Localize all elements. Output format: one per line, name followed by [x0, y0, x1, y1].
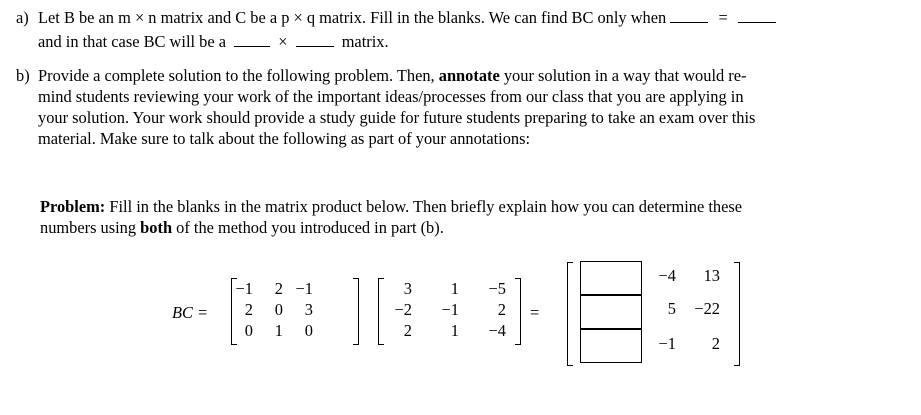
matrix2-entry-r3-c2: 1 [450, 321, 459, 340]
annotate-bold: annotate [438, 66, 500, 85]
result-entry-r1-c2: −4 [658, 266, 676, 285]
problem-line-2 [40, 218, 444, 238]
matrix2-entry-r1-c2: 1 [450, 279, 459, 298]
matrix1-entry-r2-c2: 0 [274, 300, 283, 319]
lhs-bc: BC = [172, 303, 209, 322]
matrix1-entry-r2-c1: 2 [244, 300, 253, 319]
matrix2-entry-r2-c1: −2 [394, 300, 412, 319]
part-a-text-3: matrix. [341, 32, 389, 51]
problem-text-2a: numbers using [40, 218, 141, 237]
result-right-bracket [734, 262, 740, 366]
result-left-bracket [567, 262, 573, 366]
part-a-line-2 [38, 32, 389, 52]
answer-box-row-2[interactable] [580, 295, 642, 329]
matrix1-entry-r1-c1: −1 [235, 279, 253, 298]
matrix1-entry-r1-c3: −1 [295, 279, 313, 298]
part-b-text-1b: your solution in a way that would re- [499, 66, 747, 85]
result-entry-r1-c3: 13 [703, 266, 720, 285]
matrix1-entry-r2-c3: 3 [304, 300, 313, 319]
matrix1-right-bracket [353, 278, 359, 345]
part-b-line-2: mind students reviewing your work of the important ideas/processes from our class that you are applying in [38, 87, 744, 106]
matrix2-entry-r3-c1: 2 [403, 321, 412, 340]
part-b-text-1: Provide a complete solution to the following problem. Then, [38, 66, 439, 85]
matrix2-right-bracket [515, 278, 521, 345]
answer-box-row-3[interactable] [580, 329, 642, 363]
part-b-label: b) [16, 66, 30, 85]
part-a-times: × [278, 32, 288, 51]
result-entry-r3-c3: 2 [711, 334, 720, 353]
blank-a1[interactable] [670, 8, 708, 23]
matrix2-entry-r2-c3: 2 [497, 300, 506, 319]
problem-text-1: Fill in the blanks in the matrix product below. Then briefly explain how you can determine these [105, 197, 743, 216]
result-entry-r2-c2: 5 [667, 299, 676, 318]
part-a-label: a) [16, 8, 29, 27]
part-b-line-4: material. Make sure to talk about the following as part of your annotations: [38, 129, 531, 148]
matrix2-entry-r1-c3: −5 [488, 279, 506, 298]
matrix2-entry-r2-c2: −1 [441, 300, 459, 319]
blank-a3[interactable] [234, 32, 270, 47]
part-b-line-1 [16, 66, 747, 86]
result-entry-r3-c2: −1 [658, 334, 676, 353]
both-bold: both [140, 218, 173, 237]
blank-a2[interactable] [738, 8, 776, 23]
equals-sign: = [530, 303, 540, 322]
part-a-text-2: and in that case BC will be a [38, 32, 226, 51]
matrix1-entry-r3-c2: 1 [274, 321, 283, 340]
part-b-line-3: your solution. Your work should provide a study guide for future students preparing to take an exam over this [38, 108, 756, 127]
answer-box-row-1[interactable] [580, 261, 642, 295]
blank-a4[interactable] [296, 32, 334, 47]
matrix2-entry-r3-c3: −4 [488, 321, 506, 340]
problem-label: Problem: [40, 197, 106, 216]
problem-text-2b: of the method you introduced in part (b). [172, 218, 444, 237]
problem-line-1 [40, 197, 742, 217]
part-a-question-text: Let B be an m × n matrix and C be a p × q matrix. Fill in the blanks. We can find BC only when [38, 8, 667, 27]
result-entry-r2-c3: −22 [694, 299, 720, 318]
matrix2-entry-r1-c1: 3 [403, 279, 412, 298]
part-a-line-1 [16, 8, 728, 28]
matrix1-entry-r3-c3: 0 [304, 321, 313, 340]
part-a-equals: = [718, 8, 728, 27]
matrix1-entry-r1-c2: 2 [274, 279, 283, 298]
matrix1-entry-r3-c1: 0 [244, 321, 253, 340]
